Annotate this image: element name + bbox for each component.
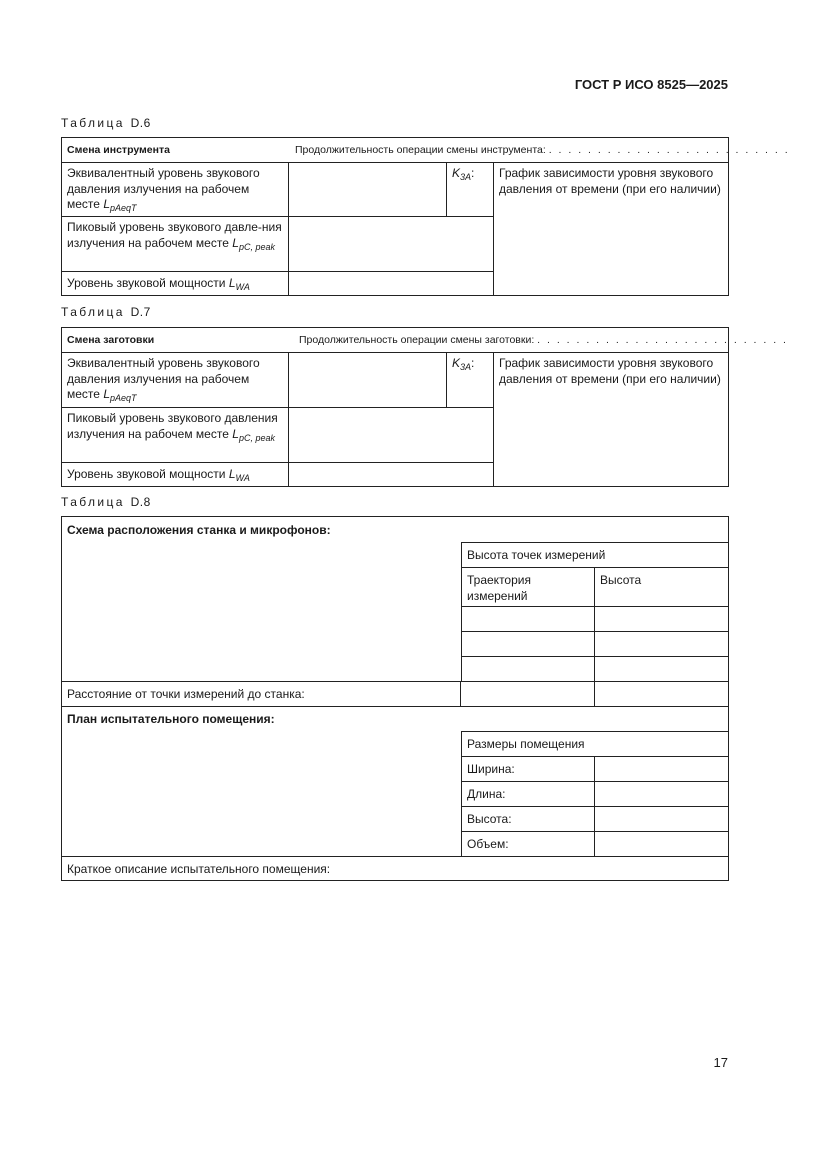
room-size-header: Размеры помещения [461, 731, 728, 756]
room-plan-title: План испытательного помещения: [62, 706, 728, 731]
height-points-header: Высота точек измерений [461, 542, 728, 567]
distance-label: Расстояние от точки измерений до станка: [62, 681, 461, 706]
height-cell[interactable] [595, 656, 728, 681]
page-number: 17 [713, 1055, 728, 1070]
table-d7-caption [61, 305, 151, 319]
duration-label: Продолжительность операции смены инструмента: [295, 144, 546, 156]
table-d6-row1-value[interactable] [289, 162, 447, 216]
room-height-label: Высота: [461, 806, 595, 831]
table-d7-row3-value[interactable] [289, 462, 494, 486]
layout-title: Схема расположения станка и микрофонов: [67, 523, 331, 537]
room-height-value[interactable] [595, 806, 728, 831]
table-d7-graph-cell[interactable]: График зависимости уровня звукового давления от времени (при его наличии) [494, 352, 728, 486]
distance-value-cell[interactable] [595, 681, 728, 706]
duration-dots: . . . . . . . . . . . . . . . . . . . . . . . . . [548, 144, 790, 156]
duration-label: Продолжительность операции смены заготовки: [299, 334, 535, 346]
trajectory-cell[interactable] [461, 656, 595, 681]
table-d7 [61, 327, 788, 487]
table-d6-row1-label: Эквивалентный уровень звукового давления излучения на рабочем месте $L_{pAeqT}$ [62, 162, 289, 216]
volume-label: Объем: [461, 831, 595, 856]
document-id: ГОСТ Р ИСО 8525—2025 [574, 77, 728, 92]
table-d6-k-cell[interactable]: $K_{3A}$: [447, 162, 494, 216]
table-d7-row1-value[interactable] [289, 352, 447, 407]
table-d7-title: Смена заготовки [67, 334, 155, 346]
caption-number: D.8 [130, 495, 151, 509]
length-label: Длина: [461, 781, 595, 806]
caption-number: D.6 [130, 116, 151, 130]
length-value[interactable] [595, 781, 728, 806]
table-d6-row2-label: Пиковый уровень звукового давле-ния излучения на рабочем месте $L_{pC, peak}$ [62, 216, 289, 271]
room-description[interactable]: Краткое описание испытательного помещения: [62, 856, 728, 880]
table-d6-row3-value[interactable] [289, 271, 494, 295]
width-value[interactable] [595, 756, 728, 781]
height-header: Высота [595, 567, 728, 606]
table-d7-row2-label: Пиковый уровень звукового давления излучения на рабочем месте $L_{pC, peak}$ [62, 407, 289, 462]
caption-number: D.7 [130, 305, 151, 319]
table-d6 [61, 137, 790, 296]
table-d8-caption [61, 495, 151, 509]
table-d6-row2-value[interactable] [289, 216, 494, 271]
table-d6-caption [61, 116, 151, 130]
table-d6-graph-cell[interactable]: График зависимости уровня звукового давления от времени (при его наличии) [494, 162, 728, 296]
height-cell[interactable] [595, 606, 728, 631]
trajectory-cell[interactable] [461, 606, 595, 631]
volume-value[interactable] [595, 831, 728, 856]
height-cell[interactable] [595, 631, 728, 656]
duration-dots: . . . . . . . . . . . . . . . . . . . . . . . . . . [537, 334, 788, 346]
trajectory-cell[interactable] [461, 631, 595, 656]
table-d7-duration [294, 328, 788, 352]
caption-word: Таблица [61, 495, 125, 509]
table-d8 [61, 516, 729, 881]
table-d6-title: Смена инструмента [67, 144, 170, 156]
table-d7-row3-label: Уровень звуковой мощности $L_{WA}$ [62, 462, 289, 486]
width-label: Ширина: [461, 756, 595, 781]
trajectory-header: Траектория измерений [461, 567, 595, 606]
caption-word: Таблица [61, 116, 125, 130]
distance-value-cell[interactable] [461, 681, 595, 706]
table-d7-row2-value[interactable] [289, 407, 494, 462]
table-d7-k-cell[interactable]: $K_{3A}$: [447, 352, 494, 407]
table-d6-row3-label: Уровень звуковой мощности $L_{WA}$ [62, 271, 289, 295]
caption-word: Таблица [61, 305, 125, 319]
table-d7-row1-label: Эквивалентный уровень звукового давления излучения на рабочем месте $L_{pAeqT}$ [62, 352, 289, 407]
table-d6-duration [290, 138, 790, 162]
